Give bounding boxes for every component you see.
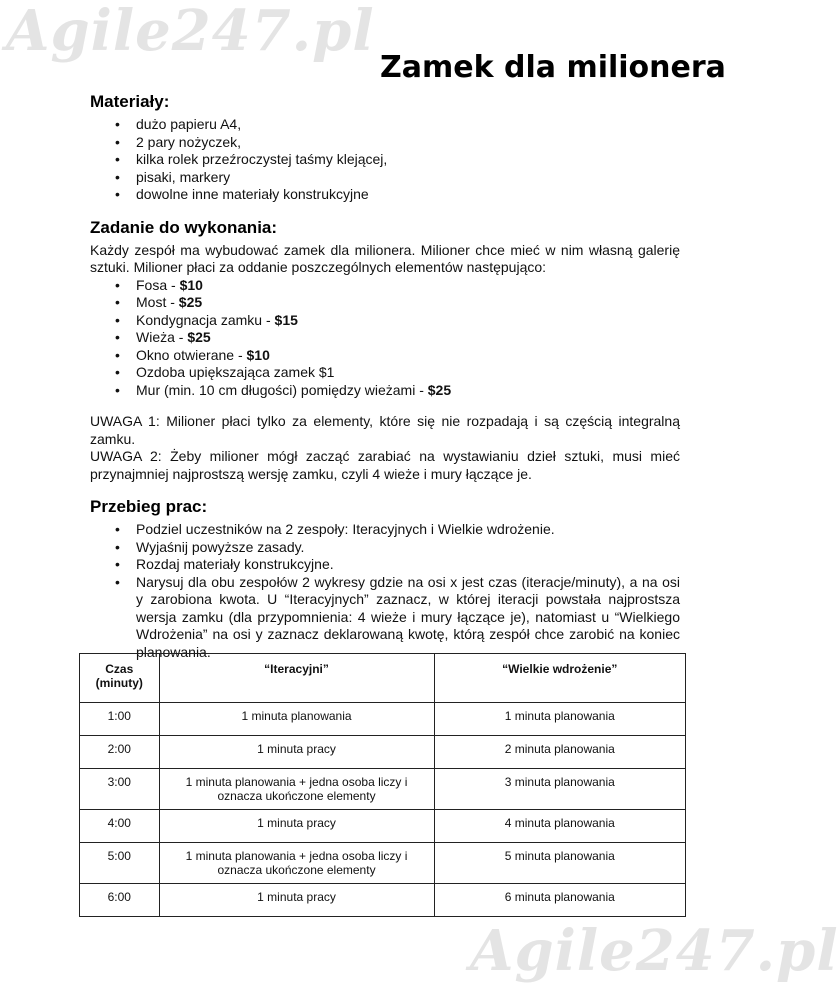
page-title: Zamek dla milionera	[380, 50, 726, 85]
list-item: • Rozdaj materiały konstrukcyjne.	[90, 556, 680, 574]
price-item	[90, 347, 680, 365]
table-row	[80, 736, 686, 769]
document-body	[90, 92, 680, 661]
note-1: UWAGA 1: Milioner płaci tylko za elementy, które się nie rozpadają i są częścią integralną zamku.	[90, 413, 680, 447]
table-row	[80, 843, 686, 884]
header-big-bang: “Wielkie wdrożenie”	[434, 654, 685, 703]
cell-time: 1:00	[80, 703, 160, 736]
price-list	[90, 277, 680, 400]
cell-iterative: 1 minuta pracy	[159, 736, 434, 769]
price-label: Kondygnacja zamku -	[136, 311, 275, 328]
list-item: • 2 pary nożyczek,	[90, 134, 680, 152]
task-heading: Zadanie do wykonania:	[90, 217, 278, 237]
table-header-row	[80, 654, 686, 703]
materials-section	[90, 92, 680, 204]
header-iterative: “Iteracyjni”	[159, 654, 434, 703]
price-item	[90, 382, 680, 400]
list-item: • kilka rolek przeźroczystej taśmy klejącej,	[90, 151, 680, 169]
task-section	[90, 218, 680, 400]
cell-iterative: 1 minuta pracy	[159, 884, 434, 917]
cell-time: 3:00	[80, 769, 160, 810]
cell-iterative: 1 minuta planowania	[159, 703, 434, 736]
price-value: $10	[179, 276, 203, 293]
cell-big-bang: 1 minuta planowania	[434, 703, 685, 736]
cell-iterative: 1 minuta pracy	[159, 810, 434, 843]
list-item: • dużo papieru A4,	[90, 116, 680, 134]
cell-iterative: 1 minuta planowania + jedna osoba liczy i oznacza ukończone elementy	[159, 769, 434, 810]
table-row	[80, 769, 686, 810]
materials-list	[90, 116, 680, 204]
price-label: Mur (min. 10 cm długości) pomiędzy wieżami -	[136, 381, 428, 398]
price-label: Okno otwierane -	[136, 346, 247, 363]
cell-time: 5:00	[80, 843, 160, 884]
price-item	[90, 277, 680, 295]
cell-big-bang: 2 minuta planowania	[434, 736, 685, 769]
cell-big-bang: 6 minuta planowania	[434, 884, 685, 917]
price-value: $10	[246, 346, 270, 363]
price-label: Ozdoba upiększająca zamek $1	[136, 364, 335, 380]
header-time: Czas (minuty)	[80, 654, 160, 703]
list-item: • Narysuj dla obu zespołów 2 wykresy gdzie na osi x jest czas (iteracje/minuty), a na osi y zarobiona kwota. U “Iteracyjnych” zaznacz, w której iteracji powstała najprostsza wersja zamku (dla przypomnienia: 4 wieże i mury łączące je), natomiast u “Wielkiego Wdrożenia” na osi y zaznacz deklarowaną kwotę, którą zespół chce zarobić na koniec planowania.	[90, 574, 680, 662]
cell-time: 2:00	[80, 736, 160, 769]
list-item: • Podziel uczestników na 2 zespoły: Iteracyjnych i Wielkie wdrożenie.	[90, 521, 680, 539]
cell-time: 4:00	[80, 810, 160, 843]
cell-big-bang: 4 minuta planowania	[434, 810, 685, 843]
price-value: $25	[187, 329, 211, 345]
price-item	[90, 364, 680, 382]
cell-time: 6:00	[80, 884, 160, 917]
price-value: $15	[274, 311, 298, 328]
list-item: • Wyjaśnij powyższe zasady.	[90, 539, 680, 557]
cell-big-bang: 3 minuta planowania	[434, 769, 685, 810]
cell-big-bang: 5 minuta planowania	[434, 843, 685, 884]
price-value: $25	[178, 294, 203, 310]
price-label: Wieża -	[136, 329, 188, 345]
price-item	[90, 312, 680, 330]
price-value: $25	[427, 381, 452, 398]
schedule-table	[79, 653, 686, 917]
price-label: Fosa -	[136, 276, 180, 293]
price-item	[90, 294, 680, 312]
notes-section	[90, 413, 680, 483]
process-heading: Przebieg prac:	[90, 497, 208, 516]
materials-heading: Materiały:	[90, 92, 170, 111]
cell-iterative: 1 minuta planowania + jedna osoba liczy i oznacza ukończone elementy	[159, 843, 434, 884]
price-item	[90, 329, 680, 347]
watermark-bottom: Agile247.pl	[470, 918, 839, 984]
watermark-top: Agile247.pl	[6, 0, 375, 64]
process-section	[90, 497, 680, 661]
table-row	[80, 703, 686, 736]
list-item: • dowolne inne materiały konstrukcyjne	[90, 186, 680, 204]
task-intro: Każdy zespół ma wybudować zamek dla milionera. Milioner chce mieć w nim własną galerię sztuki. Milioner płaci za oddanie poszczególnych elementów następująco:	[90, 241, 680, 275]
table-row	[80, 810, 686, 843]
table-row	[80, 884, 686, 917]
price-label: Most -	[136, 294, 179, 310]
note-2: UWAGA 2: Żeby milioner mógł zacząć zarabiać na wystawianiu dzieł sztuki, musi mieć przynajmniej najprostszą wersję zamku, czyli 4 wieże i mury łączące je.	[90, 448, 680, 482]
process-list	[90, 521, 680, 661]
list-item: • pisaki, markery	[90, 169, 680, 187]
